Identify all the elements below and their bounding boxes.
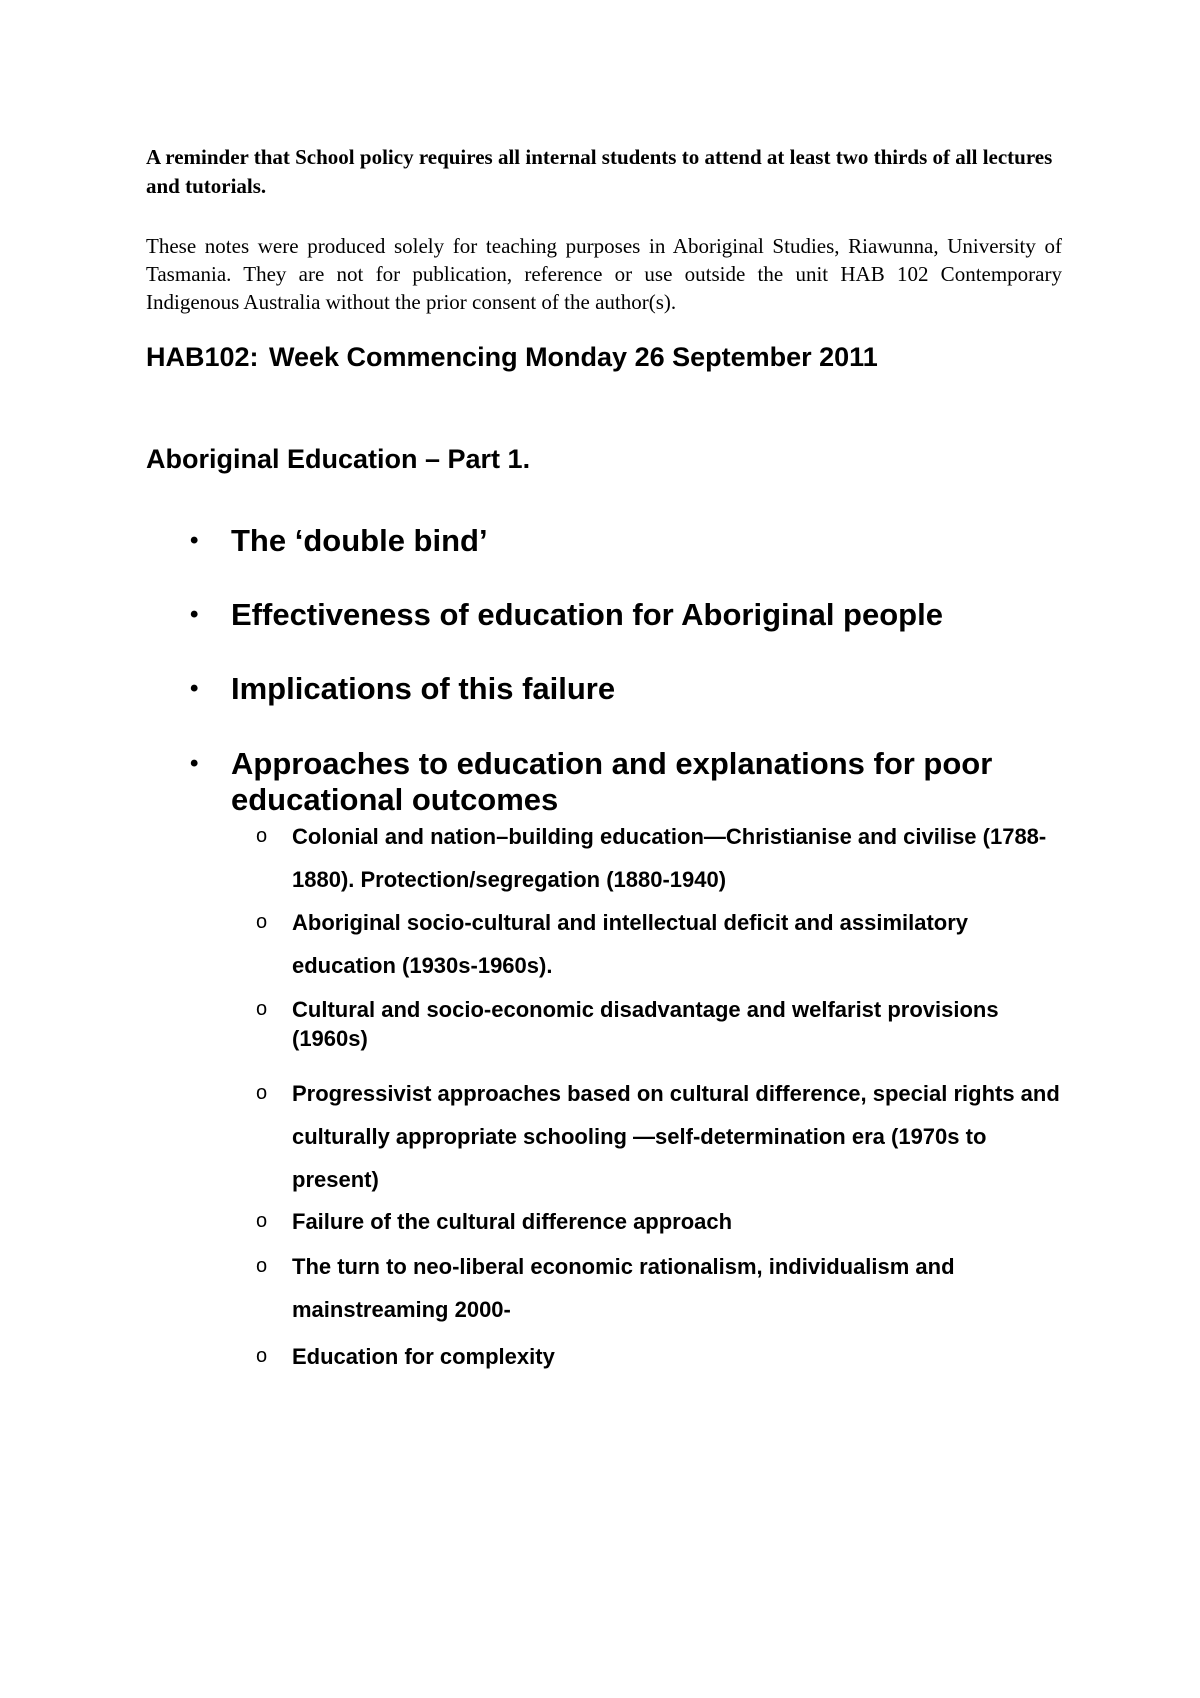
bullet-text: Implications of this failure (231, 671, 616, 706)
circle-bullet-icon: o (256, 1345, 268, 1367)
week-title: Week Commencing Monday 26 September 2011 (269, 342, 878, 372)
topic-heading: Aboriginal Education – Part 1. (146, 444, 531, 474)
bullet-icon: • (190, 675, 199, 702)
sub-item-text: Progressivist approaches based on cultural difference, special rights and culturally appropriate schooling —self-determination era (1970s to present) (292, 1081, 1060, 1192)
sub-item-text: Education for complexity (292, 1344, 555, 1369)
circle-bullet-icon: o (256, 998, 268, 1020)
sub-item-text: Colonial and nation–building education—Christianise and civilise (1788-1880). Protection/segregation (1880-1940) (292, 824, 1047, 892)
usage-disclaimer: These notes were produced solely for teaching purposes in Aboriginal Studies, Riawunna, University of Tasmania. They are not for publication, reference or use outside the unit HAB 102 Contemporary Indigenous Australia without the prior consent of the author(s). (146, 234, 1062, 314)
bullet-icon: • (190, 601, 199, 628)
week-heading (146, 342, 878, 373)
bullet-icon: • (190, 750, 199, 777)
circle-bullet-icon: o (256, 1255, 268, 1277)
bullet-icon: • (190, 527, 199, 554)
bullet-text: Effectiveness of education for Aboriginal people (231, 597, 943, 632)
bullet-text: Approaches to education and explanations for poor educational outcomes (231, 746, 993, 817)
circle-bullet-icon: o (256, 1210, 268, 1232)
bullet-text: The ‘double bind’ (231, 523, 488, 558)
sub-item-text: Aboriginal socio-cultural and intellectual deficit and assimilatory education (1930s-1960s). (292, 910, 969, 978)
unit-code: HAB102: (146, 342, 259, 372)
attendance-reminder: A reminder that School policy requires all internal students to attend at least two thirds of all lectures and tutorials. (146, 145, 1053, 198)
circle-bullet-icon: o (256, 911, 268, 933)
sub-item-text: Failure of the cultural difference approach (292, 1209, 733, 1234)
circle-bullet-icon: o (256, 1082, 268, 1104)
circle-bullet-icon: o (256, 825, 268, 847)
sub-item-text: The turn to neo-liberal economic rationalism, individualism and mainstreaming 2000- (292, 1254, 955, 1322)
sub-item-text: Cultural and socio-economic disadvantage and welfarist provisions (1960s) (292, 997, 999, 1051)
